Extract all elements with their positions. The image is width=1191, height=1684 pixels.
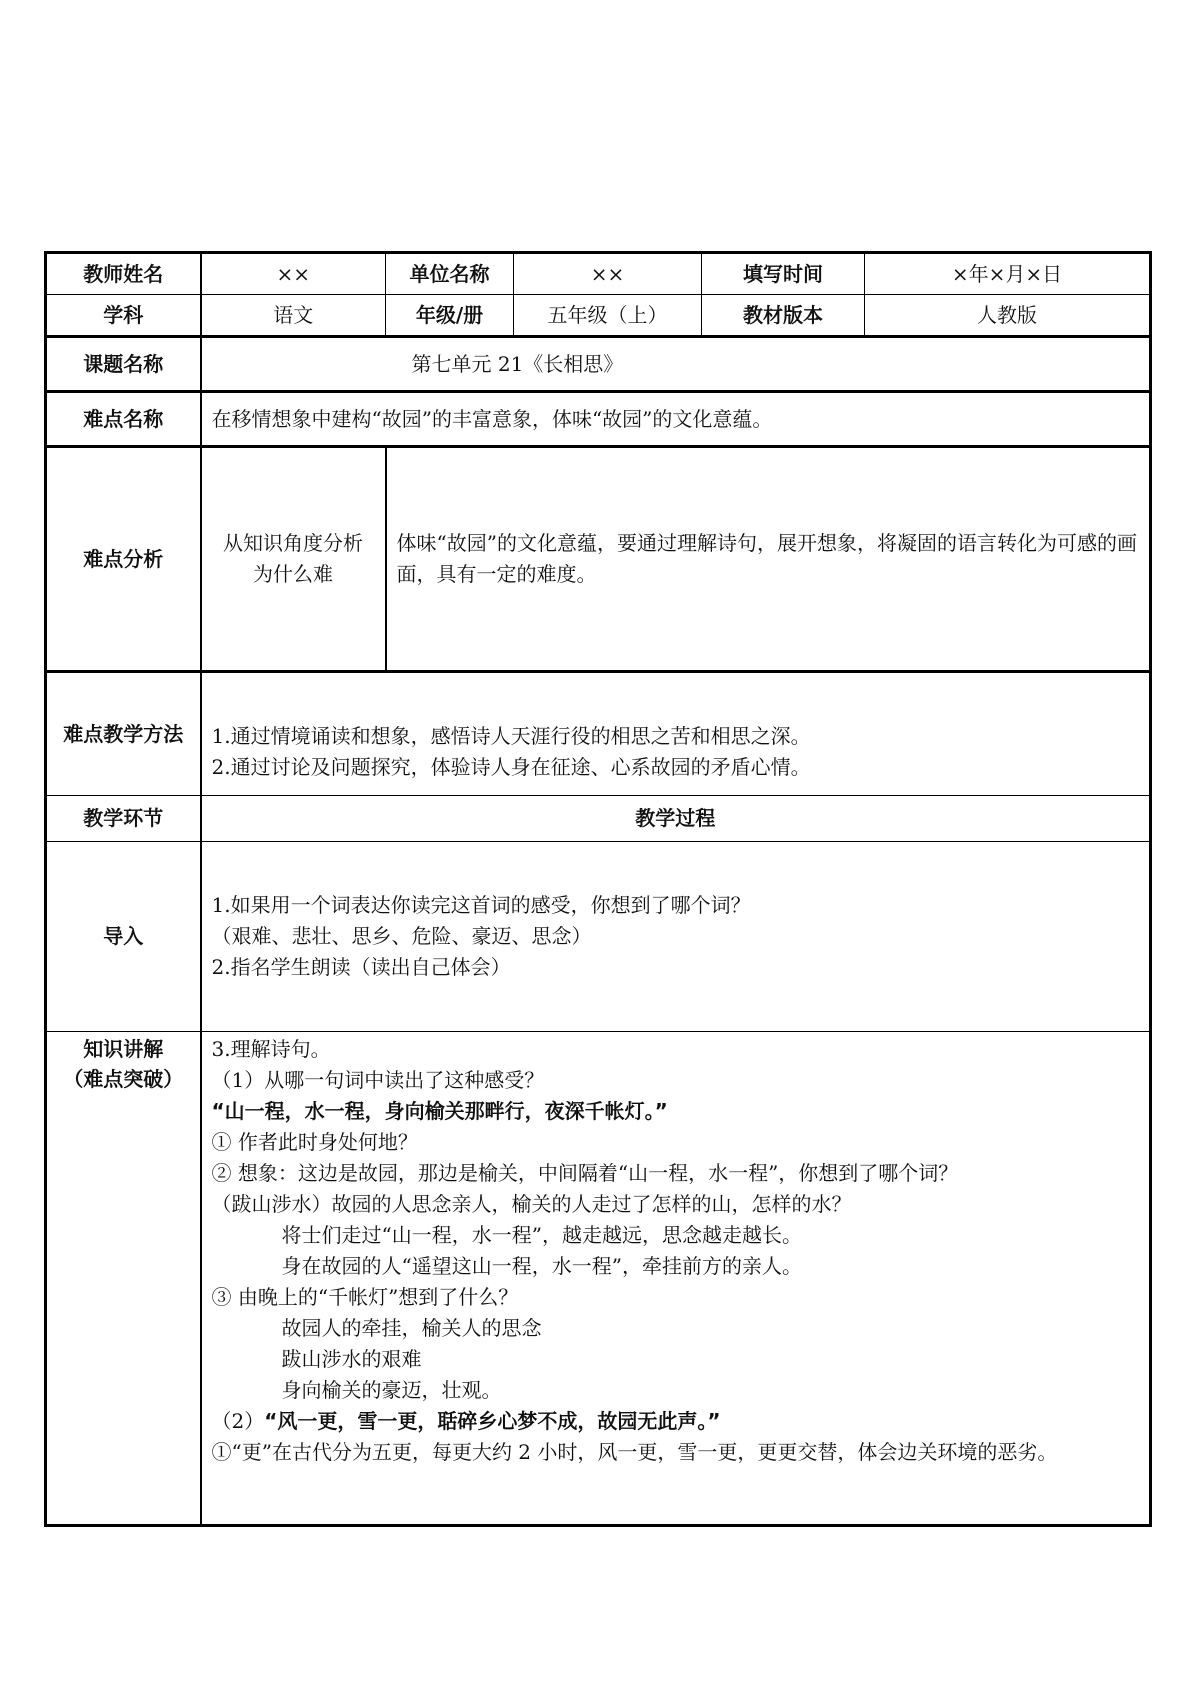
analysis-sub-label: 从知识角度分析为什么难	[201, 447, 386, 672]
header-row-2	[46, 295, 1151, 337]
method-row	[46, 672, 1151, 796]
knowledge-line-2	[212, 1406, 1140, 1437]
process-stage-label: 教学环节	[46, 796, 201, 842]
knowledge-line: ② 想象：这边是故园，那边是榆关，中间隔着“山一程，水一程”，你想到了哪个词？	[211, 1161, 959, 1185]
subject-value: 语文	[201, 295, 386, 337]
intro-line: 1.如果用一个词表达你读完这首词的感受，你想到了哪个词？	[211, 893, 751, 917]
method-content	[201, 672, 1151, 796]
knowledge-label-line2: （难点突破）	[63, 1067, 184, 1091]
date-value: ×年×月×日	[865, 253, 1151, 295]
knowledge-line: （跋山涉水）故园的人思念亲人，榆关的人走过了怎样的山，怎样的水？	[211, 1192, 852, 1216]
analysis-label: 难点分析	[46, 447, 201, 672]
knowledge-line: 身向榆关的豪迈，壮观。	[281, 1378, 502, 1402]
teacher-value: ××	[201, 253, 386, 295]
method-line: 1.通过情境诵读和想象，感悟诗人天涯行役的相思之苦和相思之深。	[211, 724, 811, 748]
knowledge-line: ①“更”在古代分为五更，每更大约 2 小时，风一更，雪一更，更更交替，体会边关环境的恶劣。	[211, 1440, 1058, 1464]
intro-label: 导入	[46, 842, 201, 1032]
method-label: 难点教学方法	[46, 672, 201, 796]
difficulty-value: 在移情想象中建构“故园”的丰富意象，体味“故园”的文化意蕴。	[201, 392, 1151, 447]
lesson-plan-table	[44, 251, 1152, 1527]
analysis-value: 体味“故园”的文化意蕴，要通过理解诗句，展开想象，将凝固的语言转化为可感的画面，具有一定的难度。	[386, 447, 1151, 672]
grade-label: 年级/册	[386, 295, 514, 337]
intro-row	[46, 842, 1151, 1032]
topic-label: 课题名称	[46, 337, 201, 392]
header-row-1	[46, 253, 1151, 295]
edition-label: 教材版本	[702, 295, 865, 337]
topic-row	[46, 337, 1151, 392]
method-line: 2.通过讨论及问题探究，体验诗人身在征途、心系故园的矛盾心情。	[211, 755, 811, 779]
date-label: 填写时间	[702, 253, 865, 295]
knowledge-label-line1: 知识讲解	[83, 1037, 164, 1061]
knowledge-line: 跋山涉水的艰难	[281, 1347, 422, 1371]
subject-label: 学科	[46, 295, 201, 337]
knowledge-line: 故园人的牵挂，榆关人的思念	[281, 1316, 542, 1340]
process-label: 教学过程	[201, 796, 1151, 842]
knowledge-content	[201, 1032, 1151, 1526]
topic-value: 第七单元 21《长相思》	[201, 337, 1151, 392]
unit-label: 单位名称	[386, 253, 514, 295]
process-header-row	[46, 796, 1151, 842]
knowledge-line: 3.理解诗句。	[211, 1037, 331, 1061]
difficulty-row	[46, 392, 1151, 447]
knowledge-row	[46, 1032, 1151, 1526]
knowledge-poem-line: “山一程，水一程，身向榆关那畔行，夜深千帐灯。”	[211, 1099, 668, 1123]
difficulty-label: 难点名称	[46, 392, 201, 447]
grade-value: 五年级（上）	[514, 295, 702, 337]
edition-value: 人教版	[865, 295, 1151, 337]
intro-line: （艰难、悲壮、思乡、危险、豪迈、思念）	[211, 924, 592, 948]
knowledge-line: （1）从哪一句词中读出了这种感受？	[211, 1068, 545, 1092]
analysis-row	[46, 447, 1151, 672]
teacher-label: 教师姓名	[46, 253, 201, 295]
intro-line: 2.指名学生朗读（读出自己体会）	[211, 955, 511, 979]
knowledge-poem-line: “风一更，雪一更，聒碎乡心梦不成，故园无此声。”	[264, 1409, 721, 1433]
knowledge-line: 将士们走过“山一程，水一程”，越走越远，思念越走越长。	[281, 1223, 802, 1247]
intro-content	[201, 842, 1151, 1032]
knowledge-label	[46, 1032, 201, 1526]
unit-value: ××	[514, 253, 702, 295]
knowledge-item-number: （2）	[211, 1409, 265, 1433]
knowledge-line: ③ 由晚上的“千帐灯”想到了什么？	[211, 1285, 519, 1309]
knowledge-line: ① 作者此时身处何地？	[211, 1130, 418, 1154]
knowledge-line: 身在故园的人“遥望这山一程，水一程”，牵挂前方的亲人。	[281, 1254, 802, 1278]
